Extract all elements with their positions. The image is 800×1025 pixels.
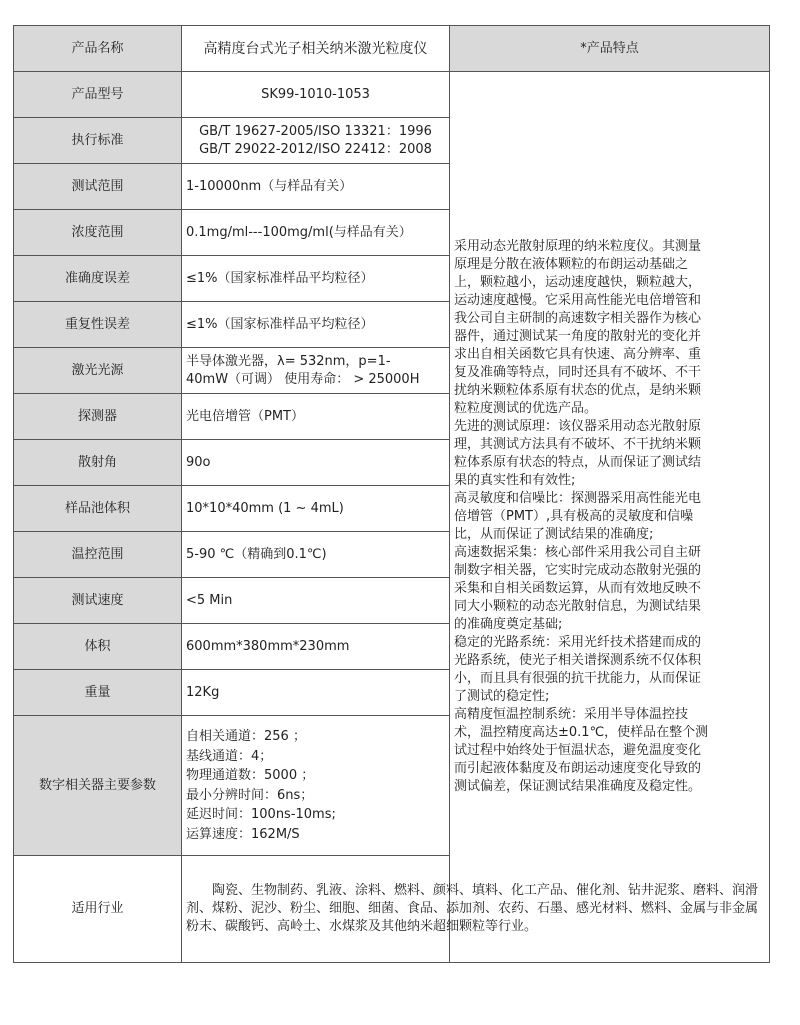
row-value: 1-10000nm（与样品有关） xyxy=(182,164,450,210)
features-text: 采用动态光散射原理的纳米粒度仪。其测量 原理是分散在液体颗粒的布朗运动基础之 上，颗粒越小，运动速度越快，颗粒越大， 运动速度越慢。它采用高性能光电倍增管和 我公司自主研制的高速数字相关器作为核心 器件，通过测试某一角度的散射光的变化并 求出自相关函数它具有快速、高分辨率、重 复及准确等特点，同时还具有不破坏、不干 扰纳米颗粒体系原有状态的优点，是纳米颗 粒粒度测试的优选产品。 先进的测试原理：该仪器采用动态光散射原 理，其测试方法具有不破坏、不干扰纳米颗 粒体系原有状态的特点，从而保证了测试结 果的真实性和有效性; 高灵敏度和信噪比：探测器采用高性能光电 倍增管（PMT）,具有极高的灵敏度和信噪 比，从而保证了测试结果的准确度; 高速数据采集：核心部件采用我公司自主研 制数字相关器，它实时完成动态散射光强的 采集和自相关函数运算，从而有效地反映不 同大小颗粒的动态光散射信息，为测试结果 的准确度奠定基础; 稳定的光路系统：采用光纤技术搭建而成的 光路系统，使光子相关谱探测系统不仅体积 小，而且具有很强的抗干扰能力，从而保证 了测试的稳定性; 高精度恒温控制系统：采用半导体温控技 术，温控精度高达±0.1℃，使样品在整个测 试过程中始终处于恒温状态，避免温度变化 而引起液体黏度及布朗运动速度变化导致的 测试偏差，保证测试结果准确度及稳定性。 xyxy=(450,72,770,963)
row-label: 测试速度 xyxy=(14,578,182,624)
row-label: 重复性误差 xyxy=(14,302,182,348)
product-name-value: 高精度台式光子相关纳米激光粒度仪 xyxy=(182,26,450,72)
table-row xyxy=(14,72,770,118)
row-label: 温控范围 xyxy=(14,532,182,578)
row-value: 半导体激光器，λ= 532nm，p=1- 40mW（可调） 使用寿命： > 25000H xyxy=(182,348,450,394)
row-label: 散射角 xyxy=(14,440,182,486)
row-label: 浓度范围 xyxy=(14,210,182,256)
row-value: GB/T 19627-2005/ISO 13321：1996 GB/T 29022-2012/ISO 22412：2008 xyxy=(182,118,450,164)
row-label: 探测器 xyxy=(14,394,182,440)
row-label: 激光光源 xyxy=(14,348,182,394)
features-header: *产品特点 xyxy=(450,26,770,72)
row-value: 10*10*40mm (1 ~ 4mL) xyxy=(182,486,450,532)
row-label: 重量 xyxy=(14,670,182,716)
industry-label: 适用行业 xyxy=(14,856,182,963)
row-value: 90o xyxy=(182,440,450,486)
row-value: 12Kg xyxy=(182,670,450,716)
row-label: 样品池体积 xyxy=(14,486,182,532)
row-label: 准确度误差 xyxy=(14,256,182,302)
row-label: 测试范围 xyxy=(14,164,182,210)
row-label: 体积 xyxy=(14,624,182,670)
row-value: 0.1mg/ml---100mg/ml(与样品有关） xyxy=(182,210,450,256)
product-name-label: 产品名称 xyxy=(14,26,182,72)
row-value: 600mm*380mm*230mm xyxy=(182,624,450,670)
spec-table xyxy=(13,25,770,963)
table-row xyxy=(14,26,770,72)
correlator-params: 自相关通道：256 ； 基线通道：4； 物理通道数：5000 ； 最小分辨时间：6ns； 延迟时间：100ns-10ms; 运算速度：162M/S xyxy=(182,716,450,856)
row-value: 光电倍增管（PMT） xyxy=(182,394,450,440)
row-value: ≤1%（国家标准样品平均粒径） xyxy=(182,302,450,348)
row-label: 产品型号 xyxy=(14,72,182,118)
row-value: SK99-1010-1053 xyxy=(182,72,450,118)
table-row xyxy=(14,856,770,963)
row-label: 数字相关器主要参数 xyxy=(14,716,182,856)
row-value: ≤1%（国家标准样品平均粒径） xyxy=(182,256,450,302)
row-value: <5 Min xyxy=(182,578,450,624)
industry-value: 陶瓷、生物制药、乳液、涂料、燃料、颜料、填料、化工产品、催化剂、钻井泥浆、磨料、润滑剂、煤粉、泥沙、粉尘、细胞、细菌、食品、添加剂、农药、石墨、感光材料、燃料、金属与非金属粉末、碳酸钙、高岭土、水煤浆及其他纳米超细颗粒等行业。 xyxy=(182,856,770,963)
row-label: 执行标准 xyxy=(14,118,182,164)
row-value: 5-90 ℃（精确到0.1℃) xyxy=(182,532,450,578)
